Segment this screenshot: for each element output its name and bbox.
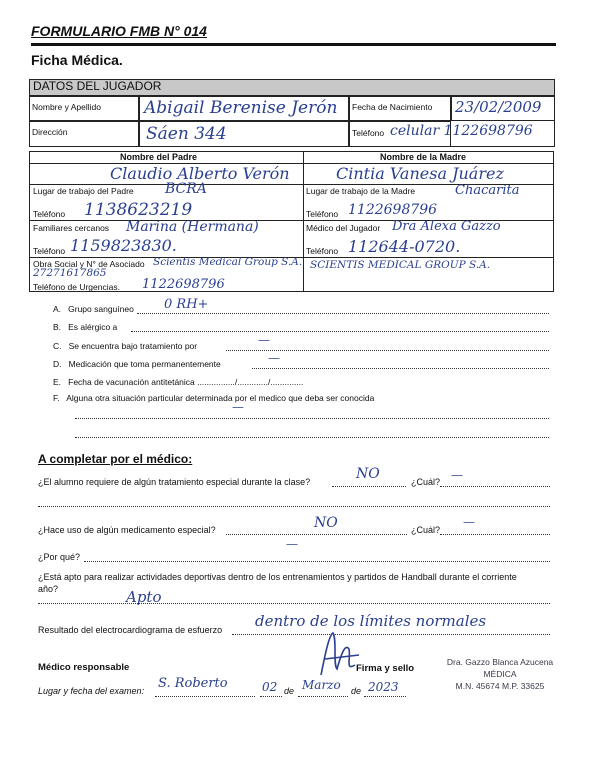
place-value: S. Roberto (158, 676, 228, 691)
doctor-label: Médico del Jugador (306, 223, 381, 233)
form-subtitle: Ficha Médica. (31, 52, 123, 68)
de-label-2: de (351, 686, 362, 696)
doctor-q2: ¿Hace uso de algún medicamento especial? (38, 525, 216, 535)
relatives-phone-label: Teléfono (33, 246, 66, 256)
player-section-title: DATOS DEL JUGADOR (33, 79, 162, 93)
month-line[interactable] (298, 696, 348, 697)
question-c: C. Se encuentra bajo tratamiento por (53, 341, 198, 351)
doctor-why-answer: — (286, 537, 298, 551)
form-title: FORMULARIO FMB N° 014 (31, 23, 207, 39)
stamp-name: Dra. Gazzo Blanca Azucena (446, 657, 554, 667)
question-d: D. Medicación que toma permanentemente (53, 359, 221, 369)
insurance-value: Scientis Medical Group S.A. 27271617865 (33, 256, 303, 279)
emergency-label: Teléfono de Urgencias. (33, 282, 120, 292)
name-label: Nombre y Apellido (32, 102, 101, 112)
father-header: Nombre del Padre (120, 152, 198, 162)
signature-label: Firma y sello (356, 663, 415, 674)
question-b: B. Es alérgico a (53, 322, 118, 332)
question-e: E. Fecha de vacunación antitetánica ................/............./.............. (53, 377, 304, 387)
birth-value: 23/02/2009 (455, 98, 542, 116)
birth-label: Fecha de Nacimiento (352, 102, 433, 112)
doctor-q3-answer: Apto (126, 588, 162, 606)
doctor-value: Dra Alexa Gazzo (392, 219, 501, 234)
name-value: Abigail Berenise Jerón (144, 98, 338, 118)
mother-phone-label: Teléfono (306, 209, 339, 219)
question-d-answer: — (268, 351, 280, 365)
insurance-right-value: SCIENTIS MEDICAL GROUP S.A. (310, 259, 491, 271)
address-value: Sáen 344 (146, 124, 227, 144)
doctor-q1-answer: NO (356, 466, 380, 482)
stamp-license: M.N. 45674 M.P. 33625 (455, 681, 545, 691)
doctor-q2-which-line[interactable] (440, 534, 550, 535)
doctor-q2-line[interactable] (226, 534, 407, 535)
doctor-q2-answer: NO (314, 515, 338, 531)
father-work-label: Lugar de trabajo del Padre (33, 186, 134, 196)
doctor-q3-line[interactable] (38, 603, 550, 604)
doctor-q3: ¿Está apto para realizar actividades deportivas dentro de los entrenamientos y partidos de Handball durante el corriente año? (38, 572, 517, 594)
question-a: A. Grupo sanguíneo (53, 304, 134, 314)
place-line[interactable] (155, 696, 255, 697)
question-a-answer: 0 RH+ (164, 297, 209, 312)
mother-phone-value: 1122698796 (348, 202, 438, 218)
ecg-line[interactable] (232, 634, 550, 635)
question-f-answer: — (232, 400, 244, 414)
stamp (440, 656, 560, 692)
month-value: Marzo (302, 678, 341, 692)
question-d-line[interactable] (252, 368, 549, 369)
mother-name: Cintia Vanesa Juárez (336, 164, 504, 183)
year-value: 2023 (368, 680, 399, 694)
question-b-line[interactable] (131, 331, 549, 332)
relatives-label: Familiares cercanos (33, 223, 110, 233)
parents-divider (303, 151, 304, 292)
mother-work-label: Lugar de trabajo de la Madre (306, 186, 416, 196)
de-label-1: de (284, 686, 295, 696)
question-f: F. Alguna otra situación particular determinada por el medico que deba ser conocida (53, 393, 375, 403)
doctor-phone-label: Teléfono (306, 246, 339, 256)
doctor-q1-which-label: ¿Cuál? (411, 477, 441, 487)
day-value: 02 (262, 680, 278, 694)
ecg-label: Resultado del electrocardiograma de esfuerzo (38, 625, 223, 635)
question-f-line-2[interactable] (75, 437, 549, 438)
question-c-answer: — (258, 333, 270, 347)
phone-label: Teléfono (352, 128, 385, 138)
emergency-value: 1122698796 (142, 277, 225, 292)
father-name: Claudio Alberto Verón (110, 164, 290, 183)
title-rule (31, 43, 556, 46)
doctor-q1-which-line[interactable] (440, 486, 550, 487)
doctor-why-line[interactable] (84, 561, 550, 562)
doctor-responsible-label: Médico responsable (38, 662, 130, 673)
doctor-section-title: A completar por el médico: (38, 452, 193, 466)
doctor-signature (315, 625, 365, 685)
doctor-q2-which: — (463, 515, 475, 529)
year-line[interactable] (364, 696, 406, 697)
relatives-phone-value: 1159823830. (70, 236, 177, 255)
doctor-q1-line[interactable] (332, 486, 406, 487)
insurance-label: Obra Social y N° de Asociado (33, 259, 145, 269)
day-line[interactable] (260, 696, 282, 697)
ecg-answer: dentro de los límites normales (255, 612, 487, 630)
relatives-value: Marina (Hermana) (126, 219, 259, 235)
doctor-q1: ¿El alumno requiere de algún tratamiento especial durante la clase? (38, 477, 311, 487)
place-label: Lugar y fecha del examen: (38, 686, 145, 696)
doctor-why-label: ¿Por qué? (38, 552, 81, 562)
doctor-q1-extra-line[interactable] (38, 506, 550, 507)
phone-value: celular 1122698796 (390, 123, 533, 139)
address-label: Dirección (32, 127, 68, 137)
doctor-q2-which-label: ¿Cuál? (411, 525, 441, 535)
father-work-value: BCRA (165, 181, 207, 197)
mother-work-value: Chacarita (455, 183, 520, 198)
doctor-q1-which: — (451, 468, 463, 482)
father-phone-value: 1138623219 (84, 200, 193, 220)
question-f-line-1[interactable] (75, 418, 549, 419)
father-phone-label: Teléfono (33, 209, 66, 219)
stamp-title: MÉDICA (483, 669, 517, 679)
question-a-line[interactable] (137, 313, 549, 314)
mother-header: Nombre de la Madre (380, 152, 467, 162)
doctor-phone-value: 112644-0720. (348, 237, 461, 256)
